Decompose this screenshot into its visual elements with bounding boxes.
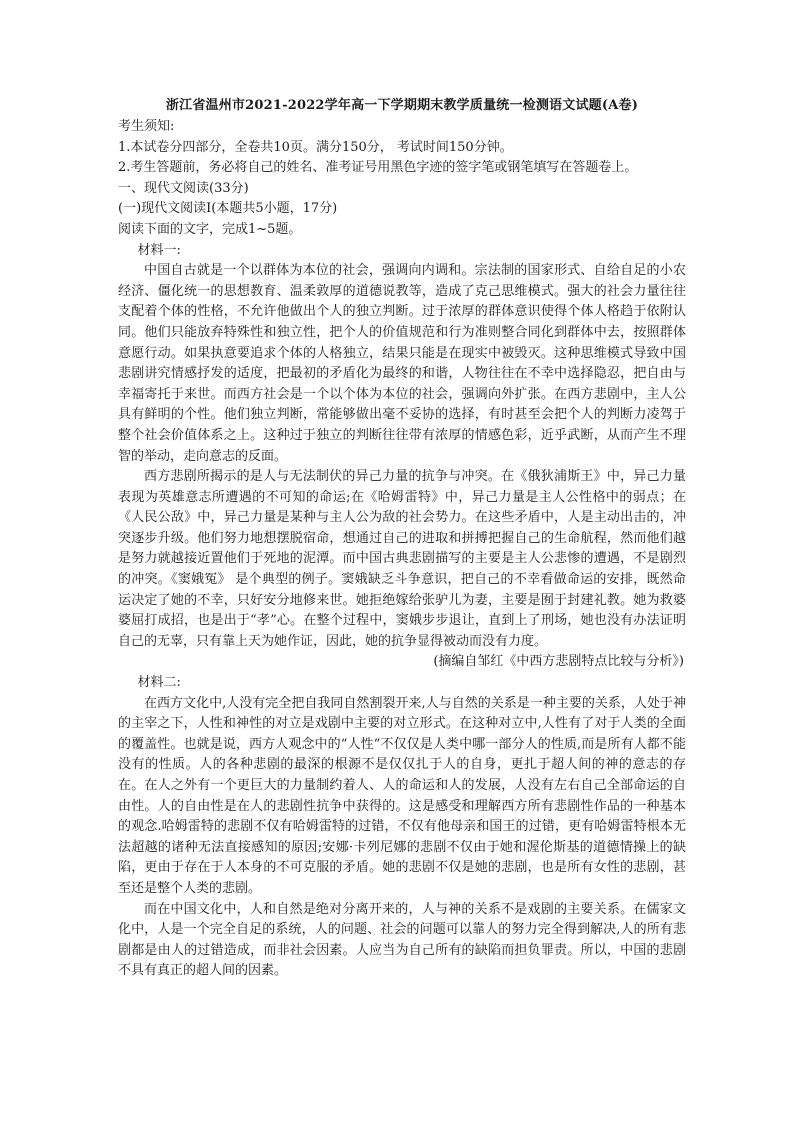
notice-item-2: 2.考生答题前，务必将自己的姓名、准考证号用黑色字迹的签字笔或钢笔填写在答题卷上。 xyxy=(118,160,638,176)
material-2-paragraph: 而在中国文化中，人和自然是绝对分离开来的，人与神的关系不是戏剧的主要关系。在儒家文化中，人是一个完全自足的系统，人的问题、社会的问题可以靠人的努力完全得到解决,人的所有悲剧都是由人的过错造成，而非社会因素。人应当为自己所有的缺陷而担负罪责。所以，中国的悲剧不具有真正的超人间的因素。 xyxy=(118,901,686,979)
notice-item-1: 1.本试卷分四部分，全卷共10页。满分150分， 考试时间150分钟。 xyxy=(118,139,513,155)
material-1-paragraph: 中国自古就是一个以群体为本位的社会，强调向内调和。宗法制的国家形式、自给自足的小农经济、僵化统一的思想教育、温柔敦厚的道德说教等，造成了克己思维模式。强大的社会力量往往支配着个体的性格，不允许他做出个人的独立判断。过于浓厚的群体意识使得个体人格趋于依附认同。他们只能放弃特殊性和独立性，把个人的价值规范和行为准则整合同化到群体中去，按照群体意愿行动。如果执意要追求个体的人格独立，结果只能是在现实中被毁灭。这种思维模式导致中国悲剧讲究情感抒发的适度，把最初的矛盾化为最终的和谐，人物往往在不幸中选择隐忍，把自由与幸福寄托于来世。而西方社会是一个以个体为本位的社会，强调向外扩张。在西方悲剧中，主人公具有鲜明的个性。他们独立判断，常能够做出毫不妥协的选择，有时甚至会把个人的判断力凌驾于整个社会价值体系之上。这种过于独立的判断往往带有浓厚的情感色彩，近乎武断，从而产生不理智的举动，走向意志的反面。 xyxy=(118,263,686,464)
material-1-paragraph: 西方悲剧所揭示的是人与无法制伏的异己力量的抗争与冲突。在《俄狄浦斯王》中，异己力量表现为英雄意志所遭遇的不可知的命运;在《哈姆雷特》中，异己力量是主人公性格中的弱点；在《人民公敌》中，异己力量是某种与主人公为敌的社会势力。在这些矛盾中，人是主动出击的，冲突逐步升级。他们努力地想摆脱宿命，想通过自己的进取和拼搏把握自己的生命航程，然而他们越是努力就越接近置他们于死地的泥潭。而中国古典悲剧描写的主要是主人公悲惨的遭遇，不是剧烈的冲突。《窦娥冤》 是个典型的例子。窦娥缺乏斗争意识，把自己的不幸看做命运的安排，既然命运决定了她的不幸，只好安分地修来世。她拒绝嫁给张驴儿为妻，主要是囿于封建礼教。她为救婆婆屈打成招，也是出于“孝”心。在整个过程中，窦娥步步退让，直到上了刑场，她也没有办法证明自己的无辜，只有靠上天为她作证，因此，她的抗争显得被动而没有力度。 xyxy=(118,469,686,649)
exam-title: 浙江省温州市2021-2022学年高一下学期期末教学质量统一检测语文试题(A卷) xyxy=(165,98,639,113)
section-heading: 一、现代文阅读(33分) xyxy=(118,180,249,196)
material-2-paragraph: 在西方文化中,人没有完全把自我同自然割裂开来,人与自然的关系是一种主要的关系，人处于神的主宰之下，人性和神性的对立是戏剧中主要的对立形式。在这种对立中,人性有了对于人类的全面的覆盖性。也就是说，西方人观念中的“人性”不仅仅是人类中哪一部分人的性质,而是所有人都不能没有的性质。人的各种悲剧的最深的根源不是仅仅扎于人的自身，更扎于超人间的神的意志的存在。在人之外有一个更巨大的力量制约着人、人的命运和人的发展，人没有左右自己全部命运的自由性。人的自由性是在人的悲剧性抗争中获得的。这是感受和理解西方所有悲剧性作品的一种基本的观念.哈姆雷特的悲剧不仅有哈姆雷特的过错，不仅有他母亲和国王的过错，更有哈姆雷特根本无法超越的诸种无法直接感知的原因;安娜·卡列尼娜的悲剧不仅由于她和渥伦斯基的道德情操上的缺陷，更由于存在于人本身的不可克服的矛盾。她的悲剧不仅是她的悲剧，也是所有女性的悲剧，甚至还是整个人类的悲剧。 xyxy=(118,695,686,896)
material-1-source: (摘编自邹红《中西方悲剧特点比较与分析》) xyxy=(433,654,684,670)
material-1-label: 材料一: xyxy=(137,242,181,258)
subsection-heading: (一)现代文阅读Ⅰ(本题共5小题，17分) xyxy=(118,201,338,217)
exam-page xyxy=(118,96,686,982)
reading-instruction: 阅读下面的文字，完成1~5题。 xyxy=(118,221,302,237)
material-2-label: 材料二: xyxy=(137,675,181,691)
notice-heading: 考生须知: xyxy=(118,119,175,134)
